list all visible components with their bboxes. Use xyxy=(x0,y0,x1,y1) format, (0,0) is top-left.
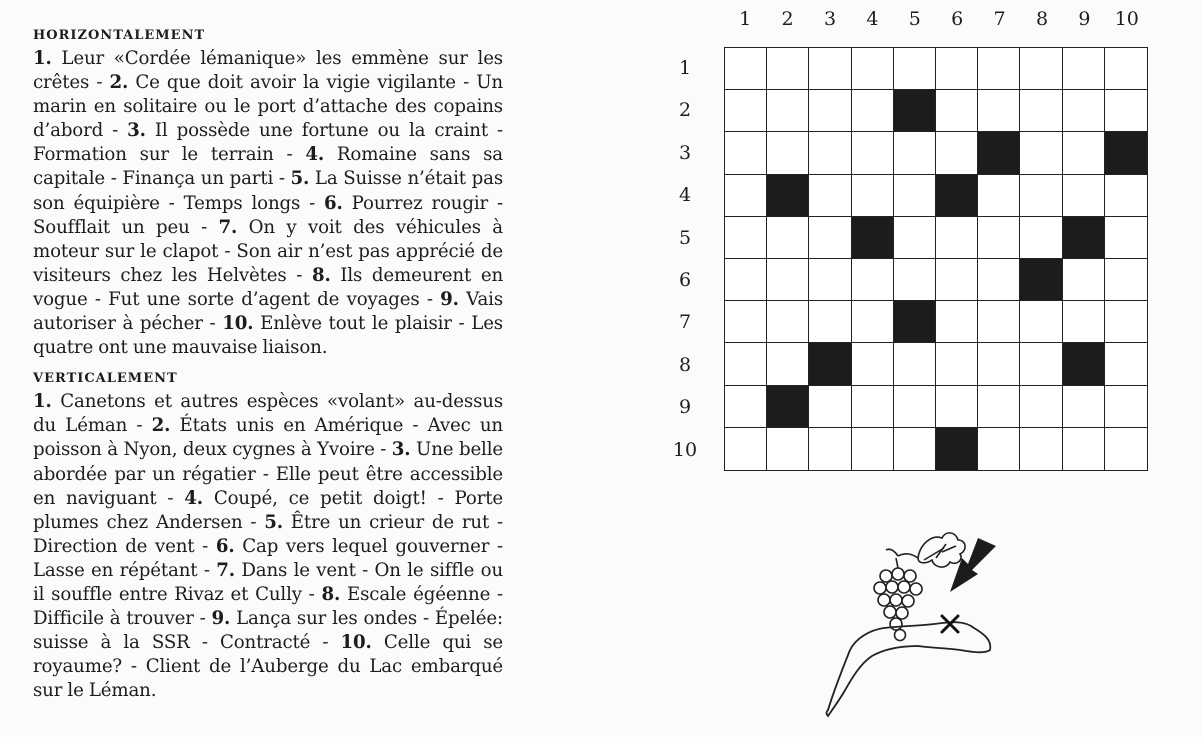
row-number: 5 xyxy=(678,226,692,249)
vertical-clues xyxy=(33,390,503,703)
grid-cell[interactable] xyxy=(936,132,978,174)
grid-cell[interactable] xyxy=(978,217,1020,259)
clue-number: 8. xyxy=(321,583,341,605)
clue-text: Pourrez rougir - Soufflait un peu - xyxy=(33,192,503,238)
grid-cell[interactable] xyxy=(809,90,851,132)
grid-cell-black xyxy=(1063,217,1105,259)
column-numbers xyxy=(724,6,1148,32)
grid-cell[interactable] xyxy=(1105,48,1147,90)
grid-cell[interactable] xyxy=(852,259,894,301)
grid-cell[interactable] xyxy=(936,343,978,385)
clues-panel xyxy=(33,27,503,703)
column-number: 6 xyxy=(951,8,964,30)
clue-text: Leur «Cordée lémanique» les emmène sur les crêtes - xyxy=(33,48,503,94)
grid-cell[interactable] xyxy=(1020,90,1062,132)
grid-cell[interactable] xyxy=(936,386,978,428)
grid-cell[interactable] xyxy=(978,259,1020,301)
row-number: 10 xyxy=(672,438,698,461)
grid-cell[interactable] xyxy=(1063,428,1105,470)
grid-cell-black xyxy=(936,175,978,217)
clue-number: 2. xyxy=(151,415,171,437)
clue-number: 2. xyxy=(109,72,129,94)
horizontal-clues xyxy=(33,47,503,360)
column-number: 4 xyxy=(866,8,879,30)
clue-number: 5. xyxy=(264,511,283,533)
grid-cell[interactable] xyxy=(852,343,894,385)
grid-cell[interactable] xyxy=(1063,90,1105,132)
clue-text: Escale égéenne - Difficile à trouver - xyxy=(33,583,503,630)
grid-cell[interactable] xyxy=(809,132,851,174)
grid-cell[interactable] xyxy=(1020,48,1062,90)
grid-cell-black xyxy=(1105,132,1147,174)
clue-number: 4. xyxy=(305,144,325,166)
clue-text: Une belle abordée par un régatier - Elle peut être accessible en naviguant - xyxy=(33,439,504,509)
clue-number: 4. xyxy=(184,487,203,509)
column-number: 3 xyxy=(823,8,837,30)
grid-cell[interactable] xyxy=(978,175,1020,217)
grid-cell[interactable] xyxy=(1063,259,1105,301)
grid-cell-black xyxy=(978,132,1020,174)
lake-outline xyxy=(827,622,991,716)
column-number: 2 xyxy=(781,8,794,30)
grid-cell[interactable] xyxy=(1020,428,1062,470)
grid-cell[interactable] xyxy=(894,48,936,90)
crossword-grid xyxy=(724,47,1148,471)
clue-text: Ce que doit avoir la vigie vigilante - Un marin en solitaire ou le port d’attache des copains d’abord - xyxy=(33,72,503,142)
row-number: 8 xyxy=(678,353,692,376)
grid-cell[interactable] xyxy=(767,301,809,343)
grid-cell[interactable] xyxy=(725,175,767,217)
row-number: 3 xyxy=(678,141,692,164)
horizontal-heading: HORIZONTALEMENT xyxy=(33,28,206,43)
vertical-heading: VERTICALEMENT xyxy=(33,371,178,387)
arrow-icon xyxy=(950,538,996,592)
grid-cell[interactable] xyxy=(725,386,767,428)
grid-cell[interactable] xyxy=(978,428,1020,470)
grid-cell[interactable] xyxy=(725,259,767,301)
grid-cell[interactable] xyxy=(767,259,809,301)
grid-cell-black xyxy=(894,90,936,132)
grid-cell[interactable] xyxy=(894,132,936,174)
grid-cell[interactable] xyxy=(767,217,809,259)
grid-cell[interactable] xyxy=(809,175,851,217)
grid-cell[interactable] xyxy=(809,217,851,259)
clue-number: 8. xyxy=(311,264,331,286)
clue-text: Ils demeurent en vogue - Fut une sorte d’agent de voyages - xyxy=(33,264,504,310)
grid-cell[interactable] xyxy=(1020,217,1062,259)
vine-leaf-icon xyxy=(886,533,965,567)
grid-cell[interactable] xyxy=(809,428,851,470)
grid-cell[interactable] xyxy=(978,301,1020,343)
grid-cell[interactable] xyxy=(725,90,767,132)
grid-cell-black xyxy=(1020,259,1062,301)
clue-text: Dans le vent - On le siffle ou il souffle entre Rivaz et Cully - xyxy=(33,559,504,605)
column-number: 7 xyxy=(993,8,1006,30)
clue-number: 3. xyxy=(391,439,411,461)
clue-text: Celle qui se royaume? - Client de l’Auberge du Lac embarqué sur le Léman. xyxy=(33,632,503,702)
grid-cell[interactable] xyxy=(852,428,894,470)
grid-cell[interactable] xyxy=(809,48,851,90)
grid-cell[interactable] xyxy=(767,90,809,132)
column-number: 1 xyxy=(739,8,752,30)
grid-cell[interactable] xyxy=(1020,386,1062,428)
grid-cell[interactable] xyxy=(767,343,809,385)
grid-cell[interactable] xyxy=(978,386,1020,428)
column-number: 9 xyxy=(1078,8,1091,30)
grid-cell[interactable] xyxy=(894,428,936,470)
row-number: 6 xyxy=(678,269,692,291)
column-number: 8 xyxy=(1035,8,1049,30)
grid-cell[interactable] xyxy=(852,175,894,217)
column-number: 5 xyxy=(908,8,921,30)
grid-cell[interactable] xyxy=(809,301,851,343)
grid-cell[interactable] xyxy=(1105,343,1147,385)
clue-number: 10. xyxy=(222,313,254,335)
grid-cell[interactable] xyxy=(767,428,809,470)
clue-text: Vais autoriser à pécher - xyxy=(33,288,504,335)
grid-cell[interactable] xyxy=(725,343,767,385)
clue-text: Lança sur les ondes - Épelée: suisse à la SSR - Contracté - xyxy=(33,608,503,654)
grid-cell[interactable] xyxy=(852,90,894,132)
grid-cell-black xyxy=(767,175,809,217)
clue-text: Romaine sans sa capitale - Finança un parti - xyxy=(33,144,503,190)
grid-cell[interactable] xyxy=(894,217,936,259)
grid-cell[interactable] xyxy=(936,301,978,343)
clue-text: On y voit des véhicules à moteur sur le clapot - Son air n’est pas apprécié de visiteurs chez les Helvètes - xyxy=(33,216,503,286)
grid-cell[interactable] xyxy=(1105,301,1147,343)
row-number: 4 xyxy=(678,184,692,207)
x-marker-icon xyxy=(942,616,958,632)
grid-cell[interactable] xyxy=(767,132,809,174)
clue-number: 6. xyxy=(324,192,343,214)
grid-cell[interactable] xyxy=(978,343,1020,385)
clue-number: 7. xyxy=(216,559,235,581)
grid-cell[interactable] xyxy=(1020,301,1062,343)
row-number: 9 xyxy=(678,396,692,419)
clue-text: La Suisse n’était pas son équipière - Temps longs - xyxy=(33,168,503,214)
clue-number: 7. xyxy=(218,216,238,238)
grid-cell[interactable] xyxy=(894,386,936,428)
column-number: 10 xyxy=(1114,8,1139,30)
grid-cell-black xyxy=(894,301,936,343)
grid-cell[interactable] xyxy=(1105,428,1147,470)
grid-cell[interactable] xyxy=(852,48,894,90)
grid-cell[interactable] xyxy=(978,90,1020,132)
grid-cell[interactable] xyxy=(767,48,809,90)
grid-cell-black xyxy=(852,217,894,259)
clue-text: Être un crieur de rut - Direction de vent - xyxy=(33,511,503,557)
row-numbers xyxy=(660,47,710,472)
row-number: 1 xyxy=(678,57,692,79)
grid-cell[interactable] xyxy=(809,259,851,301)
grid-cell[interactable] xyxy=(1020,343,1062,385)
grid-cell-black xyxy=(809,343,851,385)
grid-cell[interactable] xyxy=(725,132,767,174)
grid-cell-black xyxy=(767,386,809,428)
grid-cell-black xyxy=(936,428,978,470)
clue-number: 9. xyxy=(211,608,231,630)
grid-cell[interactable] xyxy=(936,259,978,301)
clue-number: 9. xyxy=(440,288,459,310)
clue-number: 6. xyxy=(215,535,235,557)
clue-text: États unis en Amérique - Avec un poisson à Nyon, deux cygnes à Yvoire - xyxy=(33,415,503,461)
clue-text: Canetons et autres espèces «volant» au-dessus du Léman - xyxy=(33,391,503,437)
row-number: 2 xyxy=(678,99,692,122)
grid-cell[interactable] xyxy=(725,217,767,259)
grid-cell[interactable] xyxy=(936,48,978,90)
grid-cell[interactable] xyxy=(852,132,894,174)
grid-cell[interactable] xyxy=(1063,301,1105,343)
grid-cell[interactable] xyxy=(725,428,767,470)
clue-number: 5. xyxy=(290,168,310,190)
clue-text: Coupé, ce petit doigt! - Porte plumes chez Andersen - xyxy=(33,487,504,533)
grid-cell[interactable] xyxy=(936,90,978,132)
row-number: 7 xyxy=(678,311,692,334)
grid-cell[interactable] xyxy=(1063,175,1105,217)
grid-cell[interactable] xyxy=(852,386,894,428)
grid-cell[interactable] xyxy=(1105,217,1147,259)
grid-cell[interactable] xyxy=(809,386,851,428)
clue-number: 1. xyxy=(33,48,52,69)
grid-cell[interactable] xyxy=(936,217,978,259)
lake-shore-illustration xyxy=(800,520,1010,720)
grid-cell[interactable] xyxy=(1063,386,1105,428)
grid-cell[interactable] xyxy=(725,301,767,343)
grid-cell[interactable] xyxy=(894,175,936,217)
grid-cell[interactable] xyxy=(1020,175,1062,217)
grid-cell[interactable] xyxy=(1063,48,1105,90)
clue-number: 1. xyxy=(33,391,52,413)
grid-cell-black xyxy=(1063,343,1105,385)
grid-cell[interactable] xyxy=(894,343,936,385)
grid-cell[interactable] xyxy=(725,48,767,90)
grid-cell[interactable] xyxy=(894,259,936,301)
grid-cell[interactable] xyxy=(1105,259,1147,301)
grid-cell[interactable] xyxy=(978,48,1020,90)
clue-number: 3. xyxy=(127,120,146,142)
grid-cell[interactable] xyxy=(1105,386,1147,428)
clue-text: Il possède une fortune ou la craint - Formation sur le terrain - xyxy=(33,120,503,166)
grid-cell[interactable] xyxy=(1105,90,1147,132)
grid-cell[interactable] xyxy=(1063,132,1105,174)
grid-cell[interactable] xyxy=(1105,175,1147,217)
grid-cell[interactable] xyxy=(852,301,894,343)
clue-text: Cap vers lequel gouverner - Lasse en répétant - xyxy=(33,535,503,581)
clue-text: Enlève tout le plaisir - Les quatre ont une mauvaise liaison. xyxy=(33,313,503,359)
grid-cell[interactable] xyxy=(1020,132,1062,174)
clue-number: 10. xyxy=(340,632,372,654)
